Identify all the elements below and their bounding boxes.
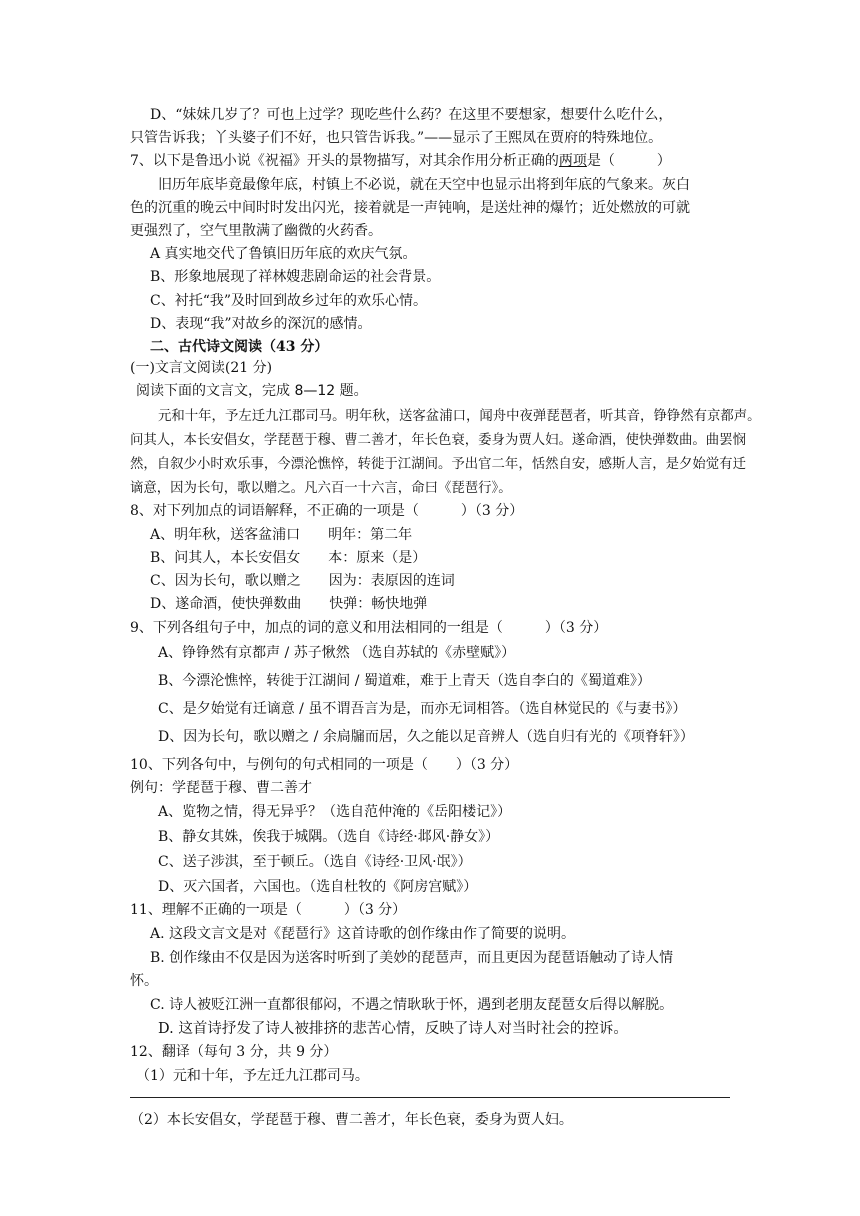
subsection-title: (一)文言文阅读(21 分) [130,360,273,376]
q7-passage-line2: 色的沉重的晚云中间时时发出闪光，接着就是一声钝响，是送灶神的爆竹；近处燃放的可就 [130,200,690,216]
q7-stem-text: 7、以下是鲁迅小说《祝福》开头的景物描写，对其余作用分析正确的 [130,153,559,169]
q9-option-a: A、铮铮然有京都声 / 苏子愀然 （选自苏轼的《赤壁赋》） [158,645,516,661]
q11-stem: 11、理解不正确的一项是（ ）（3 分） [130,902,407,918]
q10-option-b: B、静女其姝，俟我于城隅。（选自《诗经·邶风·静女》） [158,829,500,845]
q9-option-b: B、今漂沦憔悴，转徙于江湖间 / 蜀道难，难于上青天（选自李白的《蜀道难》） [158,673,651,689]
q8-stem: 8、对下列加点的词语解释，不正确的一项是（ ）（3 分） [130,503,524,519]
passage-line2: 问其人，本长安倡女，学琵琶于穆、曹二善才，年长色衰，委身为贾人妇。遂命酒，使快弹数曲。曲罢悯 [130,433,746,448]
q9-option-d: D、因为长句，歌以赠之 / 余扃牖而居，久之能以足音辨人（选自归有光的《项脊轩》） [158,729,694,745]
passage-line4: 谪意，因为长句，歌以赠之。凡六百一十六言，命曰《琵琶行》。 [130,481,512,496]
q7-passage-line1: 旧历年底毕竟最像年底，村镇上不必说，就在天空中也显示出将到年底的气象来。灰白 [158,177,690,193]
q9-stem: 9、下列各组句子中，加点的词的意义和用法相同的一组是（ ）（3 分） [130,620,608,636]
q11-option-d: D. 这首诗抒发了诗人被排挤的悲苦心情，反映了诗人对当时社会的控诉。 [158,1021,628,1037]
q11-option-b-line1: B. 创作缘由不仅是因为送客时听到了美妙的琵琶声，而且更因为琵琶语触动了诗人情 [150,950,674,966]
q10-stem: 10、下列各句中，与例句的句式相同的一项是（ ）（3 分） [130,757,519,773]
q6-option-d-line2: 只管告诉我；丫头婆子们不好，也只管告诉我。”——显示了王熙凤在贾府的特殊地位。 [130,130,663,146]
q12-sentence-1: （1）元和十年，予左迁九江郡司马。 [136,1068,369,1084]
q12-sentence-2: （2）本长安倡女，学琵琶于穆、曹二善才，年长色衰，委身为贾人妇。 [130,1112,573,1128]
q11-option-a: A. 这段文言文是对《琵琶行》这首诗歌的创作缘由作了简要的说明。 [150,926,576,942]
q8-option-b: B、问其人，本长安倡女 本：原来（是） [150,550,427,566]
q7-stem-emphasis: 两项 [558,153,587,169]
q6-option-d-line1: D、“妹妹几岁了？可也上过学？现吃些什么药？在这里不要想家，想要什么吃什么， [150,107,673,123]
q11-option-b-line2: 怀。 [130,973,158,989]
q7-stem-blank: 是（ ） [586,153,671,169]
q7-passage-line3: 更强烈了，空气里散满了幽微的火药香。 [130,223,382,239]
q7-option-c: C、衬托“我”及时回到故乡过年的欢乐心情。 [150,293,428,309]
q8-option-c: C、因为长句，歌以赠之 因为：表原因的连词 [150,573,455,589]
q10-option-c: C、送子涉淇，至于顿丘。（选自《诗经·卫风·氓》） [158,854,472,870]
q10-option-d: D、灭六国者，六国也。（选自杜牧的《阿房宫赋》） [158,879,478,895]
q9-option-c: C、是夕始觉有迁谪意 / 虽不谓吾言为是，而亦无词相答。（选自林觉民的《与妻书》） [158,701,687,717]
passage-instruction: 阅读下面的文言文，完成 8—12 题。 [136,383,368,399]
q10-example: 例句：学琵琶于穆、曹二善才 [130,780,312,796]
q11-option-c: C. 诗人被贬江洲一直都很郁闷，不遇之情耿耿于怀，遇到老朋友琵琶女后得以解脱。 [150,997,674,1013]
passage-line3: 然，自叙少小时欢乐事，今漂沦憔悴，转徙于江湖间。予出官二年，恬然自安，感斯人言，是夕始觉有迁 [130,457,746,472]
q8-option-d: D、遂命酒，使快弹数曲 快弹：畅快地弹 [150,596,428,612]
q7-option-d: D、表现“我”对故乡的深沉的感情。 [150,316,372,332]
answer-line [130,1097,730,1098]
section-title: 二、古代诗文阅读（43 分） [150,339,329,355]
q7-option-a: A 真实地交代了鲁镇旧历年底的欢庆气氛。 [150,246,417,262]
q12-stem: 12、翻译（每句 3 分，共 9 分） [130,1044,338,1060]
q8-option-a: A、明年秋，送客盆浦口 明年：第二年 [150,527,413,543]
q10-option-a: A、览物之情，得无异乎？（选自范仲淹的《岳阳楼记》） [158,804,512,820]
q7-stem [130,150,671,173]
q7-option-b: B、形象地展现了祥林嫂悲剧命运的社会背景。 [150,269,441,285]
passage-line1: 元和十年，予左迁九江郡司马。明年秋，送客盆浦口，闻舟中夜弹琵琶者，听其音，铮铮然有京都声。 [158,409,761,424]
